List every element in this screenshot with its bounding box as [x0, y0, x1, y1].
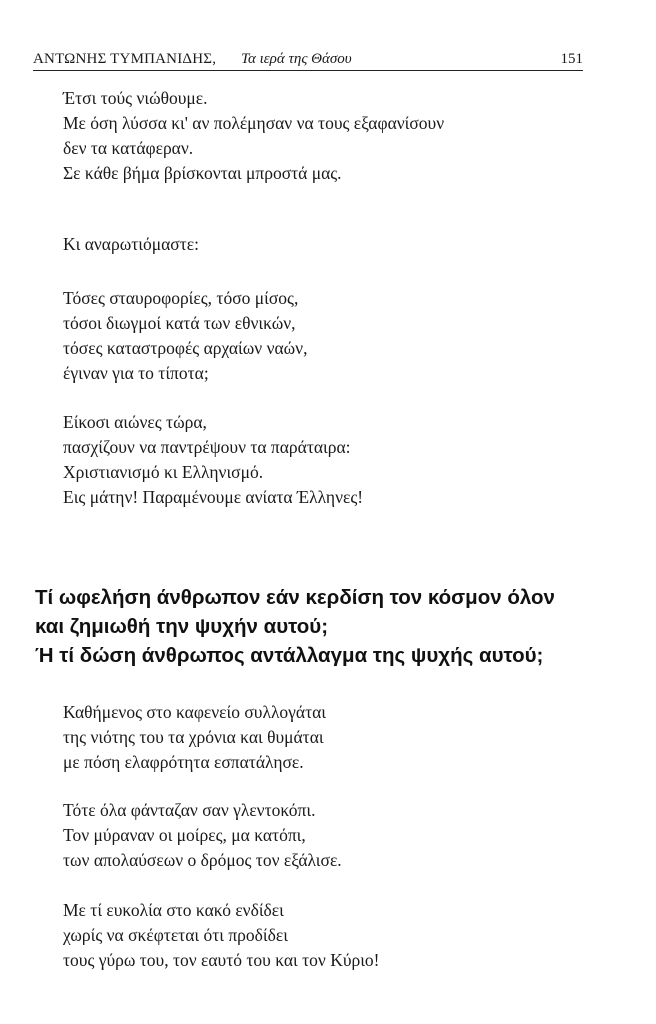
- poem-line: Με τί ευκολία στο κακό ενδίδει: [63, 900, 284, 920]
- stanza: [63, 898, 380, 973]
- page-number: 151: [560, 51, 583, 67]
- running-header: [33, 48, 583, 71]
- poem-line: Τόσες σταυροφορίες, τόσο μίσος,: [63, 288, 299, 308]
- poem-line: Με όση λύσσα κι' αν πολέμησαν να τους εξαφανίσουν: [63, 113, 445, 133]
- poem-line: δεν τα κατάφεραν.: [63, 138, 194, 158]
- poem-line: Χριστιανισμό κι Ελληνισμό.: [63, 462, 264, 482]
- poem-title-line: Τί ωφελήση άνθρωπον εάν κερδίση τον κόσμον όλον: [35, 586, 555, 609]
- poem-line: των απολαύσεων ο δρόμος τον εξάλισε.: [63, 850, 342, 870]
- stanza: [63, 232, 199, 257]
- poem-line: έγιναν για το τίποτα;: [63, 363, 209, 383]
- poem-line: με πόση ελαφρότητα εσπατάλησε.: [63, 752, 304, 772]
- poem-line: τους γύρω του, τον εαυτό του και τον Κύριο!: [63, 950, 380, 970]
- poem-line: Είκοσι αιώνες τώρα,: [63, 412, 207, 432]
- stanza: [63, 410, 363, 510]
- poem-line: τόσοι διωγμοί κατά των εθνικών,: [63, 313, 296, 333]
- poem-line: πασχίζουν να παντρέψουν τα παράταιρα:: [63, 437, 351, 457]
- stanza: [63, 86, 444, 186]
- poem-line: Τον μύραναν οι μοίρες, μα κατόπι,: [63, 825, 306, 845]
- poem-line: Τότε όλα φάνταζαν σαν γλεντοκόπι.: [63, 800, 316, 820]
- poem-title-line: και ζημιωθή την ψυχήν αυτού;: [35, 615, 329, 638]
- poem-title: [35, 583, 555, 670]
- poem-line: Καθήμενος στο καφενείο συλλογάται: [63, 702, 326, 722]
- stanza: [63, 798, 342, 873]
- poem-line: Σε κάθε βήμα βρίσκονται μπροστά μας.: [63, 163, 342, 183]
- poem-line: Κι αναρωτιόμαστε:: [63, 234, 199, 254]
- header-book-title: Τα ιερά της Θάσου: [241, 51, 352, 67]
- poem-title-line: Ή τί δώση άνθρωπος αντάλλαγμα της ψυχής αυτού;: [35, 644, 544, 667]
- poem-line: Έτσι τούς νιώθουμε.: [63, 88, 208, 108]
- poem-line: Εις μάτην! Παραμένουμε ανίατα Έλληνες!: [63, 487, 364, 507]
- poem-line: χωρίς να σκέφτεται ότι προδίδει: [63, 925, 288, 945]
- stanza: [63, 700, 326, 775]
- poem-line: της νιότης του τα χρόνια και θυμάται: [63, 727, 324, 747]
- stanza: [63, 286, 307, 386]
- poem-line: τόσες καταστροφές αρχαίων ναών,: [63, 338, 308, 358]
- header-author: ΑΝΤΩΝΗΣ ΤΥΜΠΑΝΙΔΗΣ,: [33, 51, 217, 67]
